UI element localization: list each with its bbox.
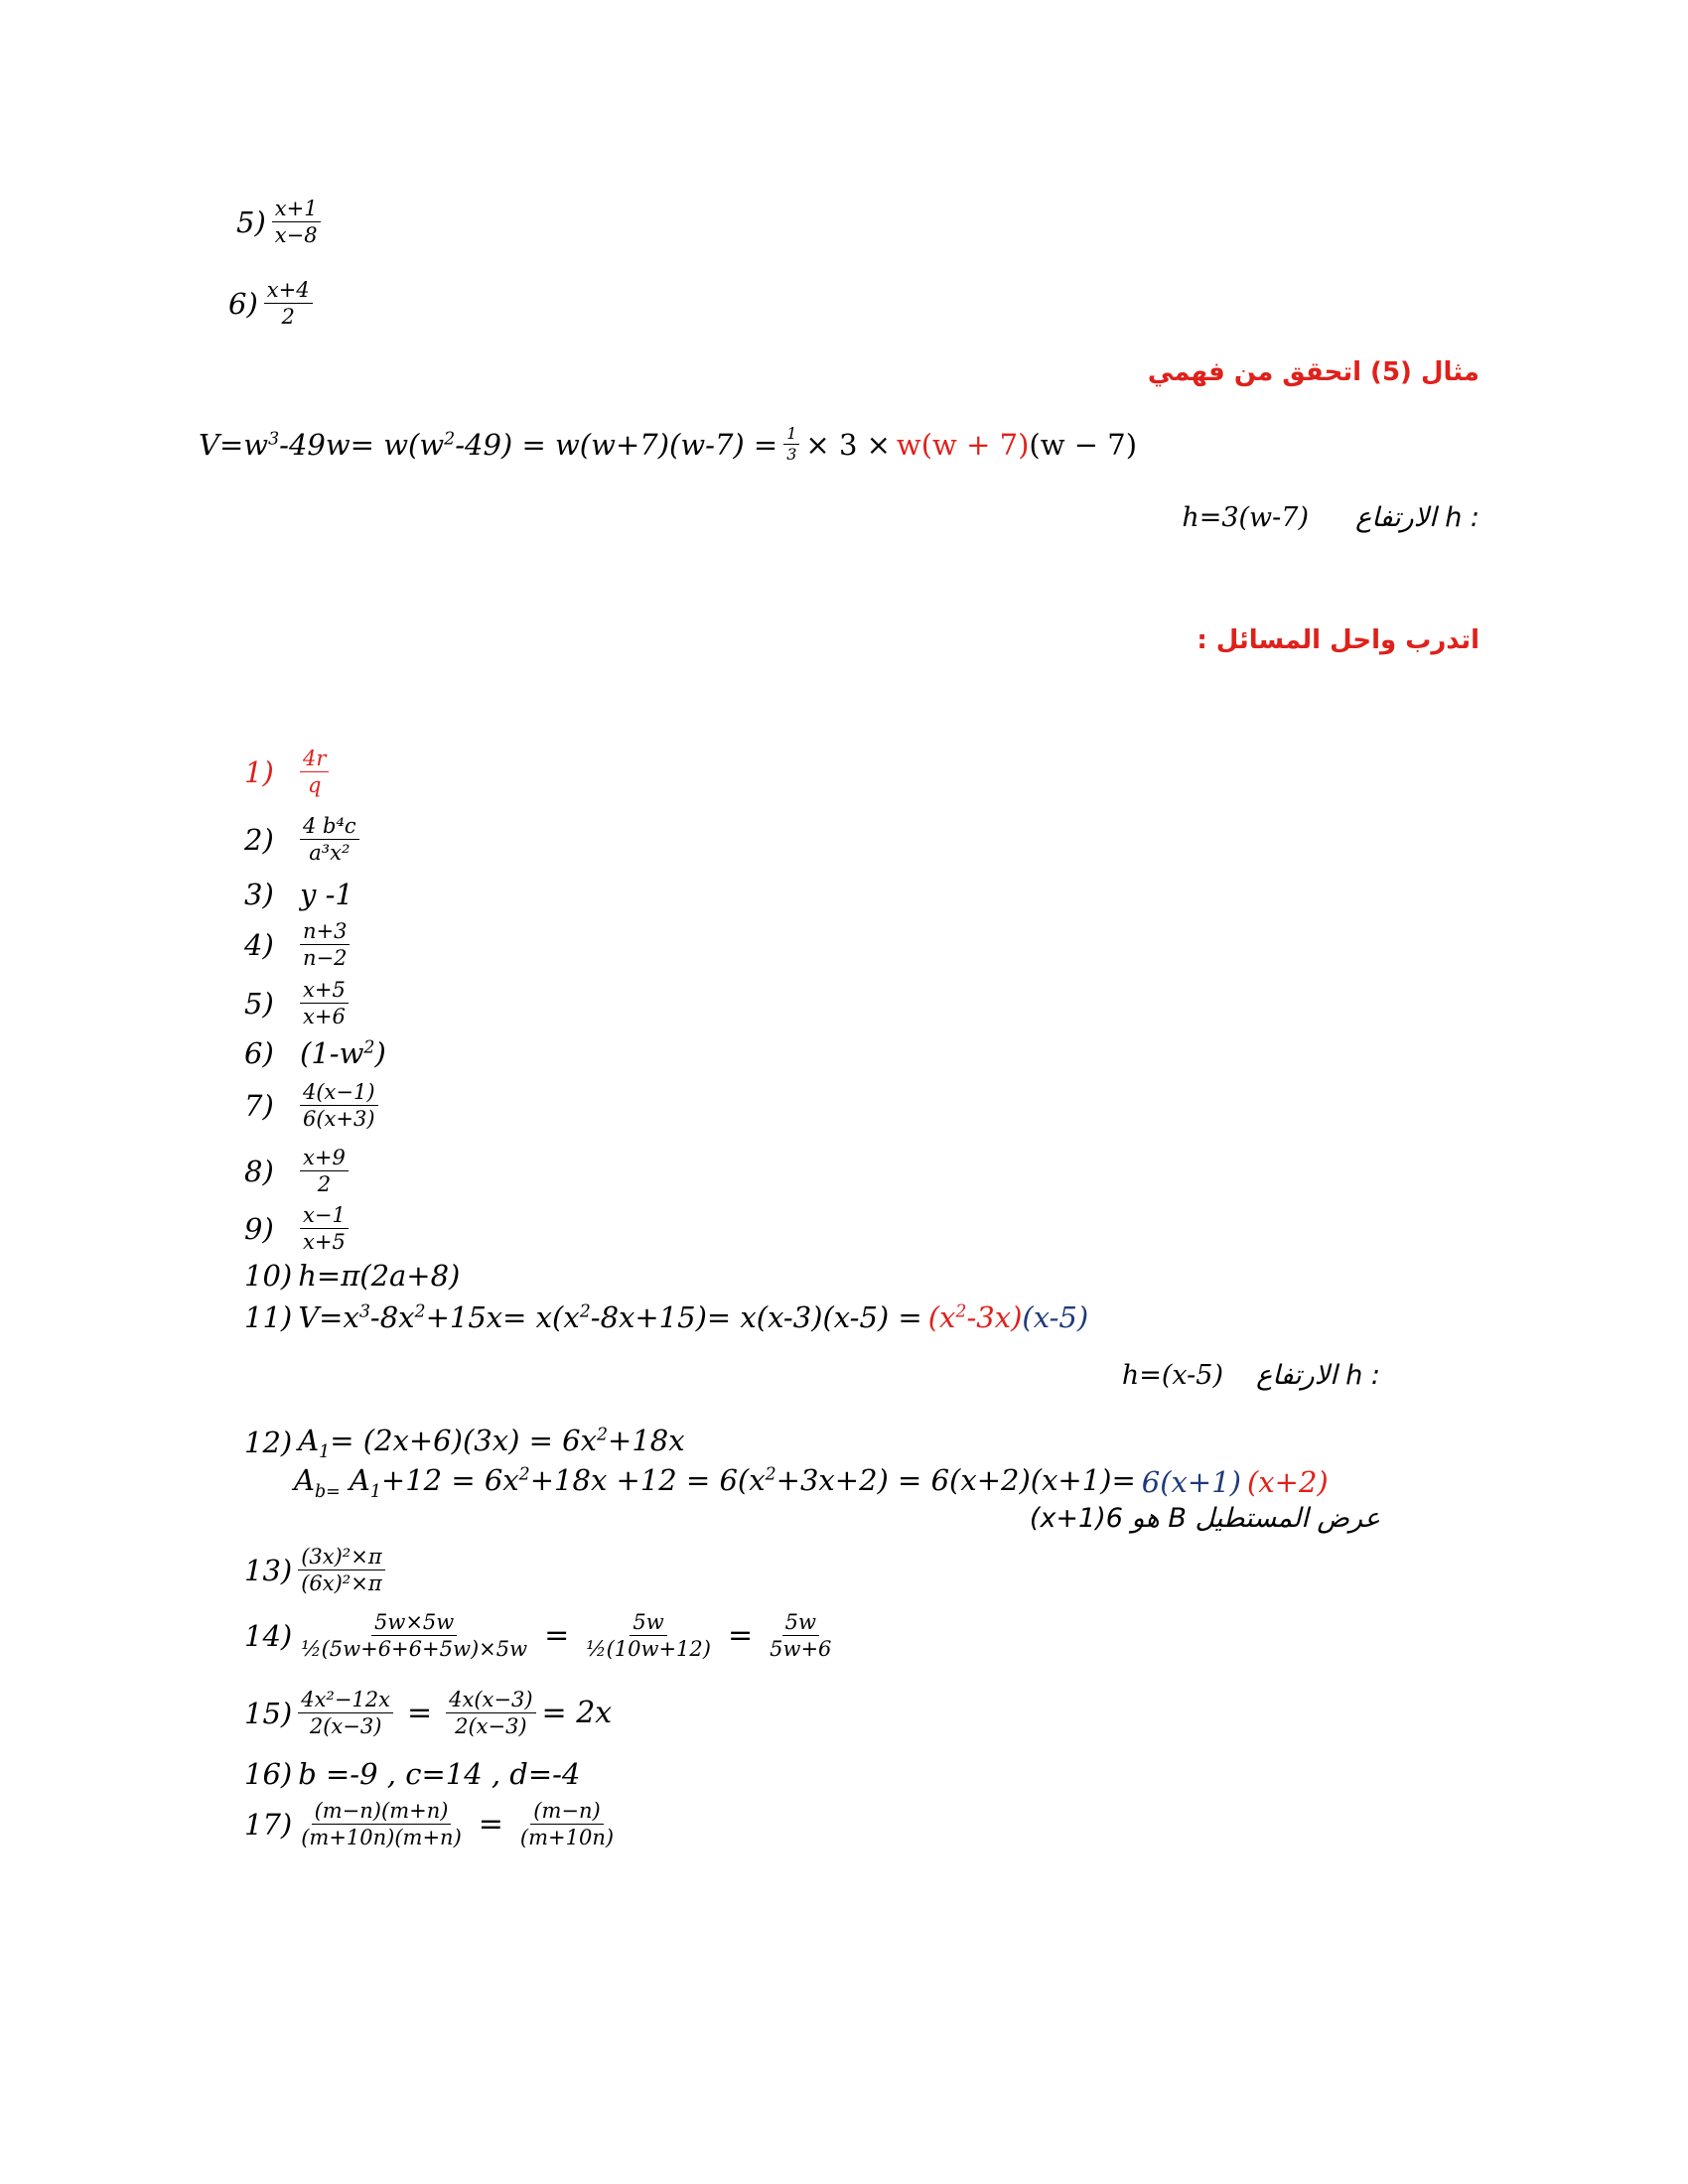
height-value: h=(x-5) (1121, 1360, 1223, 1391)
item-label: 6) (244, 1036, 274, 1070)
one-third-fraction (783, 425, 799, 465)
practice-item-9 (244, 1203, 349, 1254)
last-factor: (w − 7) (1029, 427, 1138, 462)
multiply-part: × 3 × (805, 427, 891, 462)
denominator: 2(x−3) (455, 1714, 527, 1739)
numerator: 5w×5w (371, 1610, 457, 1636)
numerator: 4 b⁴c (300, 814, 359, 840)
numerator: 1 (783, 425, 799, 445)
denominator: x+6 (303, 1005, 346, 1029)
red-factor: (x+2) (1246, 1465, 1329, 1500)
numerator: 4(x−1) (300, 1080, 378, 1106)
numerator: n+3 (300, 919, 350, 945)
example-5-height (1182, 502, 1479, 533)
top-item-5 (236, 197, 321, 247)
item-text: y -1 (300, 878, 353, 911)
denominator: a³x² (309, 841, 351, 866)
fraction (300, 814, 359, 865)
denominator: n−2 (303, 946, 348, 971)
fraction (272, 197, 321, 247)
numerator: 4x(x−3) (446, 1688, 535, 1713)
fraction (300, 978, 349, 1028)
fraction (300, 919, 350, 970)
equals-sign: = (478, 1807, 503, 1843)
item-label: 13) (244, 1553, 293, 1587)
item-label: 5) (244, 986, 274, 1021)
denominator: (m+10n) (519, 1826, 615, 1850)
height-label: الارتفاع h : (1256, 1360, 1380, 1391)
denominator: 2 (281, 305, 295, 330)
item-text: b =-9 , c=14 , d=-4 (298, 1757, 581, 1791)
example-5-heading: مثال (5) اتحقق من فهمي (1147, 357, 1479, 387)
practice-item-12-line-2 (294, 1463, 1329, 1502)
item-label: 6) (228, 286, 258, 321)
practice-item-6 (244, 1036, 386, 1070)
red-factor: w(w + 7) (896, 427, 1030, 462)
practice-item-16 (244, 1757, 580, 1791)
practice-12-width-text: عرض المستطيل B هو 6(x+1) (1029, 1503, 1380, 1534)
denominator: (m+10n)(m+n) (301, 1826, 462, 1850)
fraction-2 (583, 1610, 714, 1661)
numerator: x+9 (300, 1146, 349, 1171)
practice-item-3 (244, 878, 353, 911)
denominator: 6(x+3) (303, 1107, 375, 1132)
red-factor: $(x^2-3x)$ (927, 1300, 1023, 1334)
fraction (300, 1203, 349, 1254)
practice-item-17 (244, 1799, 617, 1849)
denominator: 5w+6 (770, 1637, 832, 1662)
fraction-1 (298, 1610, 530, 1661)
height-label: الارتفاع h : (1355, 502, 1479, 533)
equals-sign: = (727, 1618, 754, 1654)
item-label: 16) (244, 1757, 293, 1791)
equals-sign: = (407, 1696, 433, 1731)
equals-sign: = (544, 1618, 570, 1654)
denominator: 2 (317, 1172, 332, 1197)
practice-item-7 (244, 1080, 378, 1131)
denominator: x+5 (303, 1230, 346, 1255)
item-text: h=π(2a+8) (298, 1259, 461, 1293)
fraction (264, 278, 313, 329)
denominator: (6x)²×π (301, 1571, 382, 1596)
practice-item-1 (244, 747, 329, 797)
example-5-equation (199, 425, 1137, 465)
fraction (300, 1080, 378, 1131)
denominator: x−8 (274, 223, 318, 248)
item-label: 7) (244, 1088, 274, 1123)
fraction-2 (446, 1688, 535, 1738)
denominator: 3 (786, 445, 797, 465)
fraction-3 (767, 1610, 834, 1661)
item-label: 11) (244, 1300, 293, 1334)
denominator: q (307, 773, 322, 798)
practice-item-11 (244, 1300, 1088, 1334)
practice-11-height (1122, 1360, 1380, 1391)
denominator: ½(5w+6+6+5w)×5w (301, 1637, 528, 1662)
practice-item-4 (244, 919, 350, 970)
item-line-2: $A_{b=}$ $A_1+12 = 6x^2+18x +12 = 6(x^2+3x+2) = 6(x+2)(x+1)=$ (294, 1463, 1136, 1502)
item-label: 8) (244, 1154, 274, 1188)
numerator: x−1 (300, 1203, 349, 1229)
practice-item-8 (244, 1146, 349, 1196)
item-label: 15) (244, 1696, 293, 1730)
practice-heading: اتدرب واحل المسائل : (1196, 625, 1479, 655)
numerator: x+4 (264, 278, 313, 304)
practice-item-5 (244, 978, 349, 1028)
practice-item-10 (244, 1259, 460, 1293)
item-label: 14) (244, 1618, 293, 1653)
fraction (300, 1146, 349, 1196)
equation-part: $V=w^3-49w= w(w^2-49) = w(w+7)(w-7)$ = (199, 427, 778, 462)
numerator: 5w (630, 1610, 666, 1636)
item-label: 1) (244, 754, 274, 789)
item-label: 3) (244, 878, 274, 911)
item-label: 4) (244, 927, 274, 962)
result: = 2x (541, 1696, 613, 1731)
numerator: (3x)²×π (298, 1545, 384, 1570)
height-value: h=3(w-7) (1182, 502, 1309, 533)
blue-factor: (x-5) (1022, 1300, 1089, 1334)
practice-item-14 (244, 1610, 834, 1661)
practice-item-15 (244, 1688, 612, 1738)
item-line-1: $A_1= (2x+6)(3x) = 6x^2+18x$ (298, 1424, 685, 1462)
item-text: $V=x^3-8x^2+15x= x(x^2-8x+15)= x(x-3)(x-5)$ = (298, 1300, 922, 1334)
denominator: 2(x−3) (309, 1714, 382, 1739)
fraction-1 (298, 1688, 393, 1738)
practice-item-12 (244, 1424, 685, 1462)
numerator: 4r (300, 747, 329, 772)
fraction (300, 747, 329, 797)
numerator: (m−n) (530, 1799, 603, 1825)
numerator: 4x²−12x (298, 1688, 393, 1713)
numerator: x+1 (272, 197, 321, 222)
item-label: 5) (236, 205, 266, 239)
practice-item-2 (244, 814, 359, 865)
fraction-1 (298, 1799, 465, 1849)
blue-factor: 6(x+1) (1141, 1465, 1241, 1500)
item-text: $(1-w^2)$ (300, 1036, 386, 1070)
practice-item-13 (244, 1545, 385, 1595)
item-label: 12) (244, 1426, 293, 1460)
numerator: 5w (782, 1610, 819, 1636)
fraction-2 (517, 1799, 617, 1849)
fraction (298, 1545, 384, 1595)
numerator: (m−n)(m+n) (312, 1799, 452, 1825)
item-label: 9) (244, 1211, 274, 1246)
item-label: 2) (244, 822, 274, 857)
top-item-6 (228, 278, 313, 329)
denominator: ½(10w+12) (586, 1637, 711, 1662)
item-label: 10) (244, 1259, 293, 1293)
numerator: x+5 (300, 978, 349, 1004)
item-label: 17) (244, 1807, 293, 1842)
